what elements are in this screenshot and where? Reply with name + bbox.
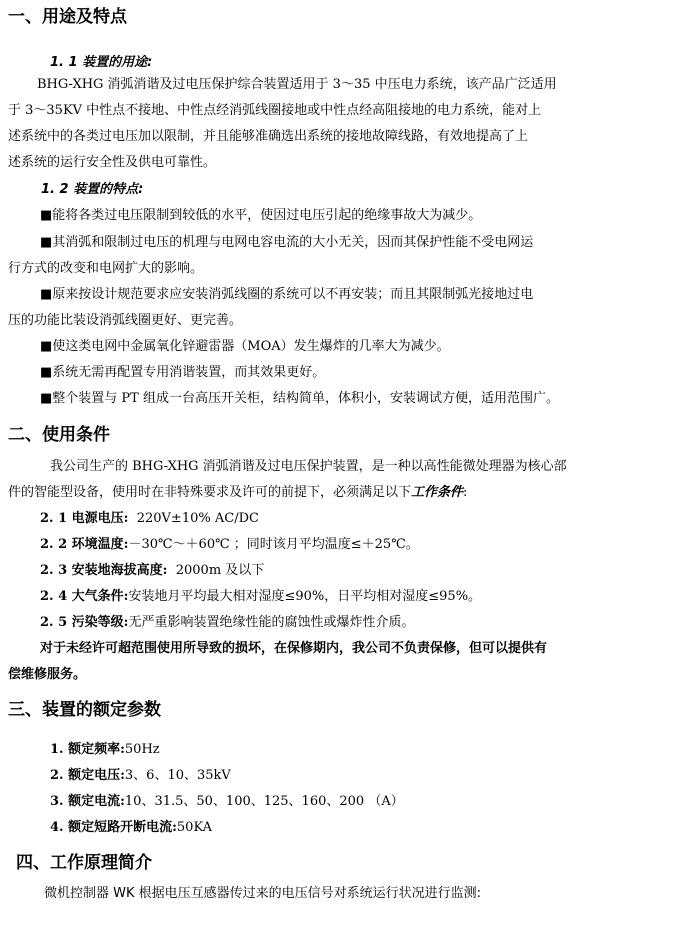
param-value: 50Hz xyxy=(124,742,160,757)
condition-value: 无严重影响装置绝缘性能的腐蚀性或爆炸性介质。 xyxy=(128,615,415,630)
param-value: 10、31.5、50、100、125、160、200 （A） xyxy=(124,794,404,809)
feature-line-3: 行方式的改变和电网扩大的影响。 xyxy=(8,261,204,276)
feature-line-7: ■系统无需再配置专用消谐装置，而其效果更好。 xyxy=(40,365,326,380)
condition-value: －30℃～＋60℃ ；同时该月平均温度≤＋25℃。 xyxy=(128,537,419,552)
section4-title: 四、工作原理简介 xyxy=(16,853,152,873)
section2-title: 二、使用条件 xyxy=(8,425,110,445)
section1-para-line-3: 述系统中的各类过电压加以限制，并且能够准确选出系统的接地故障线路，有效地提高了上 xyxy=(8,129,529,144)
intro-colon: : xyxy=(463,485,468,500)
feature-line-4: ■原来按设计规范要求应安装消弧线圈的系统可以不再安装；而且其限制弧光接地过电 xyxy=(40,287,534,302)
section1-para-line-2: 于 3～35KV 中性点不接地、中性点经消弧线圈接地或中性点经高阻接地的电力系统，能对上 xyxy=(8,103,542,118)
condition-value: 安装地月平均最大相对湿度≤90%，日平均相对湿度≤95%。 xyxy=(128,589,482,604)
section3-title: 三、装置的额定参数 xyxy=(8,700,161,720)
condition-pollution xyxy=(40,611,414,630)
section2-intro-line-1: 我公司生产的 BHG-XHG 消弧消谐及过电压保护装置，是一种以高性能微处理器为核心部 xyxy=(50,459,567,474)
section1-para-line-1: BHG-XHG 消弧消谐及过电压保护综合装置适用于 3～35 中压电力系统，该产品广泛适用 xyxy=(37,77,557,92)
param-value: 3、6、10、35kV xyxy=(124,768,231,783)
param-frequency xyxy=(50,738,160,757)
section4-para: 微机控制器 WK 根据电压互感器传过来的电压信号对系统运行状况进行监测: xyxy=(44,886,482,901)
param-label: 2. 额定电压: xyxy=(50,768,125,783)
param-value: 50KA xyxy=(176,820,213,835)
feature-line-5: 压的功能比装设消弧线圈更好、更完善。 xyxy=(8,313,243,328)
condition-label: 2. 5 污染等级: xyxy=(40,615,129,630)
param-current xyxy=(50,790,404,809)
condition-label: 2. 4 大气条件: xyxy=(40,589,129,604)
condition-label: 2. 3 安装地海拔高度: xyxy=(40,563,168,578)
section1-para-line-4: 述系统的运行安全性及供电可靠性。 xyxy=(8,155,217,170)
condition-label: 2. 2 环境温度: xyxy=(40,537,129,552)
param-label: 1. 额定频率: xyxy=(50,742,125,757)
param-label: 4. 额定短路开断电流: xyxy=(50,820,177,835)
section1-title: 一、用途及特点 xyxy=(8,7,127,27)
intro-text: 件的智能型设备，使用时在非特殊要求及许可的前提下，必须满足以下 xyxy=(8,485,412,500)
feature-line-6: ■使这类电网中金属氧化锌避雷器（MOA）发生爆炸的几率大为减少。 xyxy=(40,339,450,354)
condition-temperature xyxy=(40,533,419,552)
condition-altitude xyxy=(40,559,264,578)
param-voltage xyxy=(50,764,231,783)
section2-intro-line-2 xyxy=(8,481,467,500)
condition-atmosphere xyxy=(40,585,481,604)
param-label: 3. 额定电流: xyxy=(50,794,125,809)
feature-line-8: ■整个装置与 PT 组成一台高压开关柜，结构简单，体积小，安装调试方便，适用范围广。 xyxy=(40,391,559,406)
work-conditions-emphasis: 工作条件 xyxy=(411,485,464,500)
condition-value: 220V±10% AC/DC xyxy=(136,511,259,526)
condition-power xyxy=(40,507,259,526)
feature-line-2: ■其消弧和限制过电压的机理与电网电容电流的大小无关，因而其保护性能不受电网运 xyxy=(40,235,534,250)
warning-line-1: 对于未经许可超范围使用所导致的损坏，在保修期内，我公司不负责保修，但可以提供有 xyxy=(40,641,548,656)
warning-line-2: 偿维修服务。 xyxy=(8,667,87,682)
condition-label: 2. 1 电源电压: xyxy=(40,511,129,526)
param-breaking-current xyxy=(50,816,212,835)
condition-value: 2000m 及以下 xyxy=(175,563,265,578)
section1-sub2: 1. 2 装置的特点: xyxy=(41,182,144,197)
section1-sub1: 1. 1 装置的用途: xyxy=(50,55,153,70)
feature-line-1: ■能将各类过电压限制到较低的水平，使因过电压引起的绝缘事故大为减少。 xyxy=(40,208,482,223)
